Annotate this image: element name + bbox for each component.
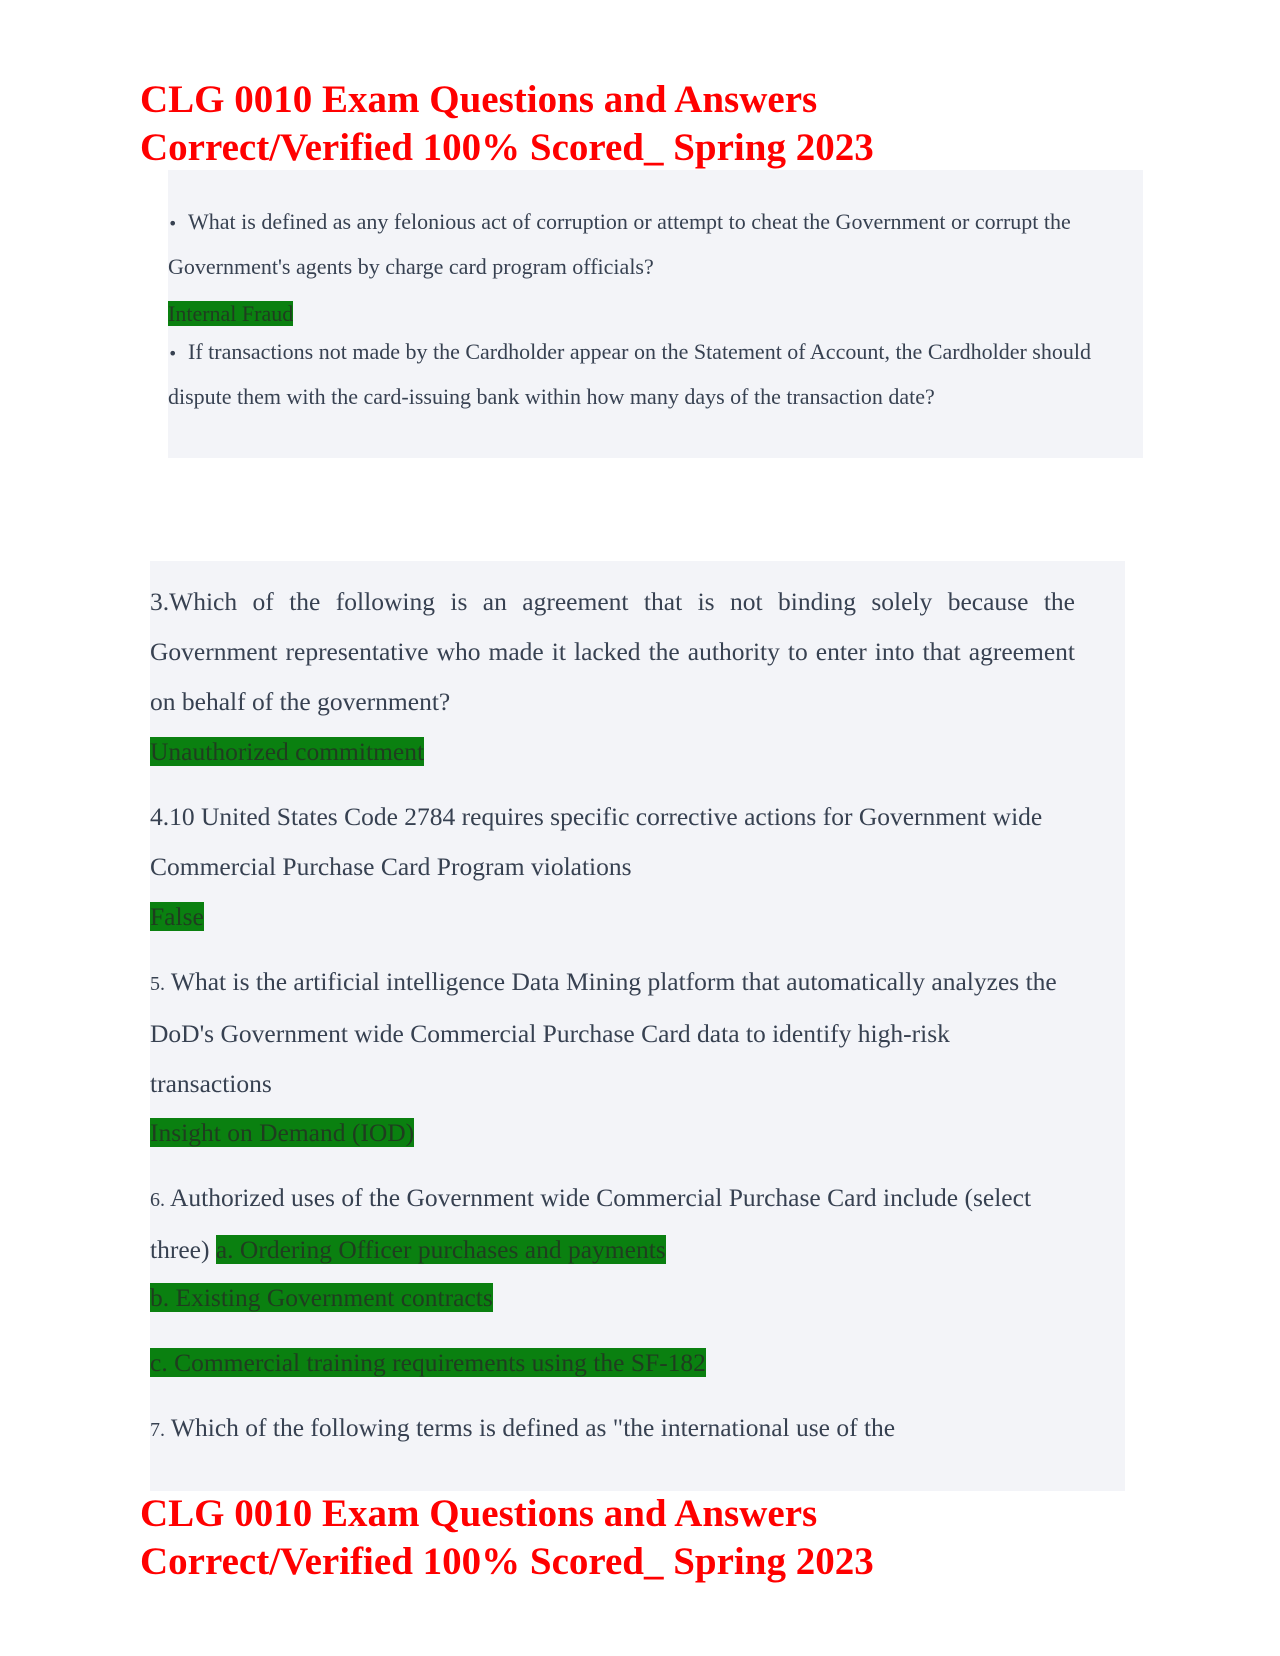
question-number: 6. [150, 1189, 165, 1211]
question-item [168, 330, 1098, 418]
question-text: What is defined as any felonious act of corruption or attempt to cheat the Government or corrupt the Government's agents by charge card program officials? [168, 209, 1071, 279]
question-item [150, 792, 1075, 892]
title-line-2: Correct/Verified 100% Scored_ Spring 2023 [140, 1540, 874, 1583]
question-item [150, 1173, 1075, 1275]
question-text: What is the artificial intelligence Data Mining platform that automatically analyzes the DoD's Government wide Commercial Purchase Card data to identify high-risk transactions [150, 967, 1057, 1098]
title-line-1: CLG 0010 Exam Questions and Answers [140, 1492, 818, 1535]
question-item [150, 957, 1075, 1109]
question-text: Which of the following is an agreement that is not binding solely because the Government representative who made it lacked the authority to enter into that agreement on behalf of the government? [150, 587, 1075, 716]
answer-text: False [150, 902, 204, 931]
question-item [168, 200, 1098, 288]
answer-text: c. Commercial training requirements using the SF-182 [150, 1348, 706, 1377]
bullet-icon: • [168, 214, 178, 233]
answer-text: Insight on Demand (IOD) [150, 1118, 415, 1147]
answer-text: Internal Fraud [168, 301, 294, 326]
question-number: 3. [150, 587, 170, 616]
answer-highlight [150, 1281, 493, 1314]
answer-highlight [150, 900, 204, 933]
question-number: 5. [150, 973, 165, 995]
answer-text: a. Ordering Officer purchases and payments [215, 1235, 666, 1264]
question-text: If transactions not made by the Cardholder appear on the Statement of Account, the Cardholder should dispute them with the card-issuing bank within how many days of the transaction date? [168, 339, 1091, 409]
title-line-1: CLG 0010 Exam Questions and Answers [140, 78, 818, 121]
answer-highlight [168, 299, 293, 329]
question-number: 7. [150, 1419, 165, 1441]
title-line-2: Correct/Verified 100% Scored_ Spring 2023 [140, 126, 874, 169]
answer-highlight [150, 1116, 414, 1149]
question-number: 4. [150, 802, 170, 831]
question-text: Which of the following terms is defined as "the international use of the [165, 1413, 896, 1442]
answer-highlight [150, 735, 424, 768]
question-text: Authorized uses of the Government wide Commercial Purchase Card include (select three) [150, 1183, 1032, 1264]
question-text: 10 United States Code 2784 requires specific corrective actions for Government wide Commercial Purchase Card Program violations [150, 802, 1043, 881]
question-item [150, 577, 1075, 727]
answer-text: Unauthorized commitment [150, 737, 425, 766]
question-panel-2 [150, 561, 1125, 1491]
document-footer-title [140, 1490, 1140, 1586]
document-title [140, 76, 1140, 172]
question-item [150, 1403, 1075, 1455]
answer-text: b. Existing Government contracts [150, 1283, 493, 1312]
answer-highlight [150, 1346, 706, 1379]
question-panel-1 [168, 170, 1143, 458]
bullet-icon: • [168, 344, 178, 363]
